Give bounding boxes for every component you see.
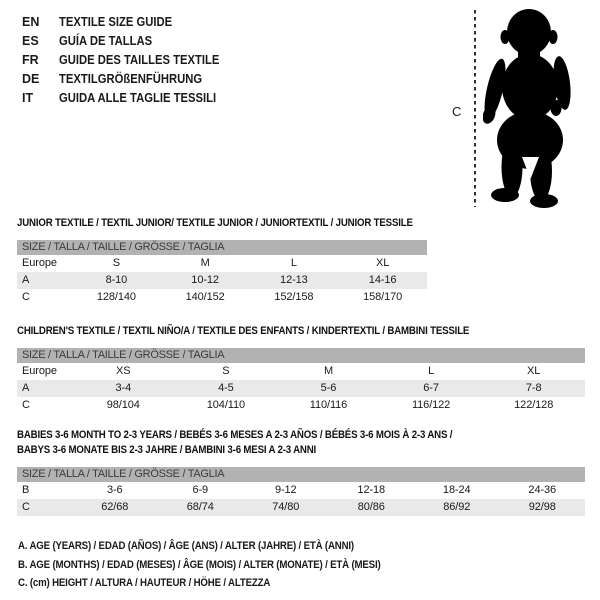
size-cell: 116/122 bbox=[411, 399, 451, 411]
size-cell: M bbox=[323, 365, 334, 377]
size-header-row bbox=[17, 467, 585, 482]
table-row bbox=[17, 289, 427, 306]
language-code: ES bbox=[22, 34, 39, 48]
size-header-label: SIZE / TALLA / TAILLE / GRÖSSE / TAGLIA bbox=[17, 467, 585, 482]
table-row bbox=[17, 482, 585, 499]
size-cell: XL bbox=[375, 257, 390, 269]
size-cell: L bbox=[290, 257, 297, 269]
section-title: JUNIOR TEXTILE / TEXTIL JUNIOR/ TEXTILE JUNIOR / JUNIORTEXTIL / JUNIOR TESSILE bbox=[17, 217, 413, 229]
size-cell: 152/158 bbox=[274, 291, 314, 303]
legend-line: C. (cm) HEIGHT / ALTURA / HAUTEUR / HÖHE / ALTEZZA bbox=[18, 577, 271, 589]
language-code: EN bbox=[22, 15, 40, 29]
language-row bbox=[22, 70, 237, 89]
language-code: IT bbox=[22, 91, 34, 105]
size-table-section bbox=[17, 324, 600, 414]
legend-line: B. AGE (MONTHS) / EDAD (MESES) / ÂGE (MOIS) / ALTER (MONATE) / ETÀ (MESI) bbox=[18, 558, 381, 571]
size-cell: 5-6 bbox=[277, 380, 380, 397]
size-cell: 3-6 bbox=[106, 484, 123, 496]
size-table bbox=[17, 240, 427, 306]
size-cell: 98/104 bbox=[106, 399, 140, 411]
size-cell: 18-24 bbox=[442, 484, 471, 496]
row-label: C bbox=[22, 291, 30, 303]
size-cell: M bbox=[200, 257, 210, 269]
size-header-label: SIZE / TALLA / TAILLE / GRÖSSE / TAGLIA bbox=[17, 240, 427, 255]
size-cell: 158/170 bbox=[363, 291, 403, 303]
size-cell: 10-12 bbox=[161, 272, 250, 289]
language-code: DE bbox=[22, 72, 40, 86]
height-measure-dashed-line bbox=[474, 10, 476, 207]
size-table bbox=[17, 467, 585, 516]
size-table-section bbox=[17, 428, 600, 516]
size-table-section bbox=[17, 216, 600, 306]
language-row bbox=[22, 89, 237, 108]
size-cell: 74/80 bbox=[243, 499, 329, 516]
table-row bbox=[17, 397, 585, 414]
size-cell: 80/86 bbox=[329, 499, 415, 516]
size-cell: 14-16 bbox=[338, 272, 427, 289]
size-cell: 3-4 bbox=[72, 380, 175, 397]
size-cell: 9-12 bbox=[274, 484, 297, 496]
size-cell: 4-5 bbox=[175, 380, 278, 397]
size-cell: L bbox=[428, 365, 435, 377]
size-cell: 122/128 bbox=[514, 399, 554, 411]
size-header-label: SIZE / TALLA / TAILLE / GRÖSSE / TAGLIA bbox=[17, 348, 585, 363]
size-cell: XS bbox=[116, 365, 131, 377]
size-cell: 12-18 bbox=[357, 484, 386, 496]
table-row bbox=[17, 255, 427, 272]
section-title: CHILDREN'S TEXTILE / TEXTIL NIÑO/A / TEXTILE DES ENFANTS / KINDERTEXTIL / BAMBINI TESSILE bbox=[17, 325, 470, 337]
size-cell: 62/68 bbox=[72, 499, 158, 516]
table-row bbox=[17, 499, 585, 516]
size-cell: 24-36 bbox=[528, 484, 557, 496]
size-header-row bbox=[17, 240, 427, 255]
row-label: Europe bbox=[22, 365, 57, 377]
size-header-row bbox=[17, 348, 585, 363]
height-measure-label: C bbox=[452, 104, 462, 119]
language-row bbox=[22, 13, 237, 32]
legend bbox=[18, 537, 430, 593]
table-row bbox=[17, 272, 427, 289]
language-label: TEXTILGRÖßENFÜHRUNG bbox=[59, 72, 203, 86]
baby-silhouette-icon bbox=[483, 9, 573, 210]
language-label: GUÍA DE TALLAS bbox=[59, 34, 153, 48]
size-cell: 6-7 bbox=[380, 380, 483, 397]
language-guide-list bbox=[22, 13, 237, 108]
size-cell: XL bbox=[527, 365, 541, 377]
size-cell: 7-8 bbox=[482, 380, 585, 397]
size-cell: 140/152 bbox=[185, 291, 225, 303]
language-label: TEXTILE SIZE GUIDE bbox=[59, 15, 173, 29]
size-cell: 128/140 bbox=[96, 291, 136, 303]
section-title: BABIES 3-6 MONTH TO 2-3 YEARS / BEBÉS 3-6 MESES A 2-3 AÑOS / BÉBÉS 3-6 MOIS À 2-3 ANS / bbox=[17, 429, 453, 441]
language-label: GUIDE DES TAILLES TEXTILE bbox=[59, 53, 220, 67]
row-label: A bbox=[17, 380, 72, 397]
language-row bbox=[22, 51, 237, 70]
language-code: FR bbox=[22, 53, 39, 67]
size-cell: 104/110 bbox=[206, 399, 246, 411]
row-label: Europe bbox=[22, 257, 57, 269]
size-cell: 12-13 bbox=[250, 272, 339, 289]
size-cell: 68/74 bbox=[158, 499, 244, 516]
row-label: C bbox=[17, 499, 72, 516]
table-row bbox=[17, 363, 585, 380]
size-cell: S bbox=[112, 257, 120, 269]
row-label: C bbox=[22, 399, 30, 411]
size-cell: 8-10 bbox=[72, 272, 161, 289]
row-label: B bbox=[22, 484, 30, 496]
size-cell: 92/98 bbox=[500, 499, 586, 516]
row-label: A bbox=[17, 272, 72, 289]
size-table bbox=[17, 348, 585, 414]
size-cell: 6-9 bbox=[192, 484, 209, 496]
language-row bbox=[22, 32, 237, 51]
table-row bbox=[17, 380, 585, 397]
language-label: GUIDA ALLE TAGLIE TESSILI bbox=[59, 91, 217, 105]
legend-line: A. AGE (YEARS) / EDAD (AÑOS) / ÂGE (ANS) / ALTER (JAHRE) / ETÀ (ANNI) bbox=[18, 540, 354, 552]
size-cell: 86/92 bbox=[414, 499, 500, 516]
size-cell: S bbox=[222, 365, 230, 377]
size-cell: 110/116 bbox=[309, 399, 348, 411]
section-title: BABYS 3-6 MONATE BIS 2-3 JAHRE / BAMBINI 3-6 MESI A 2-3 ANNI bbox=[17, 444, 317, 456]
